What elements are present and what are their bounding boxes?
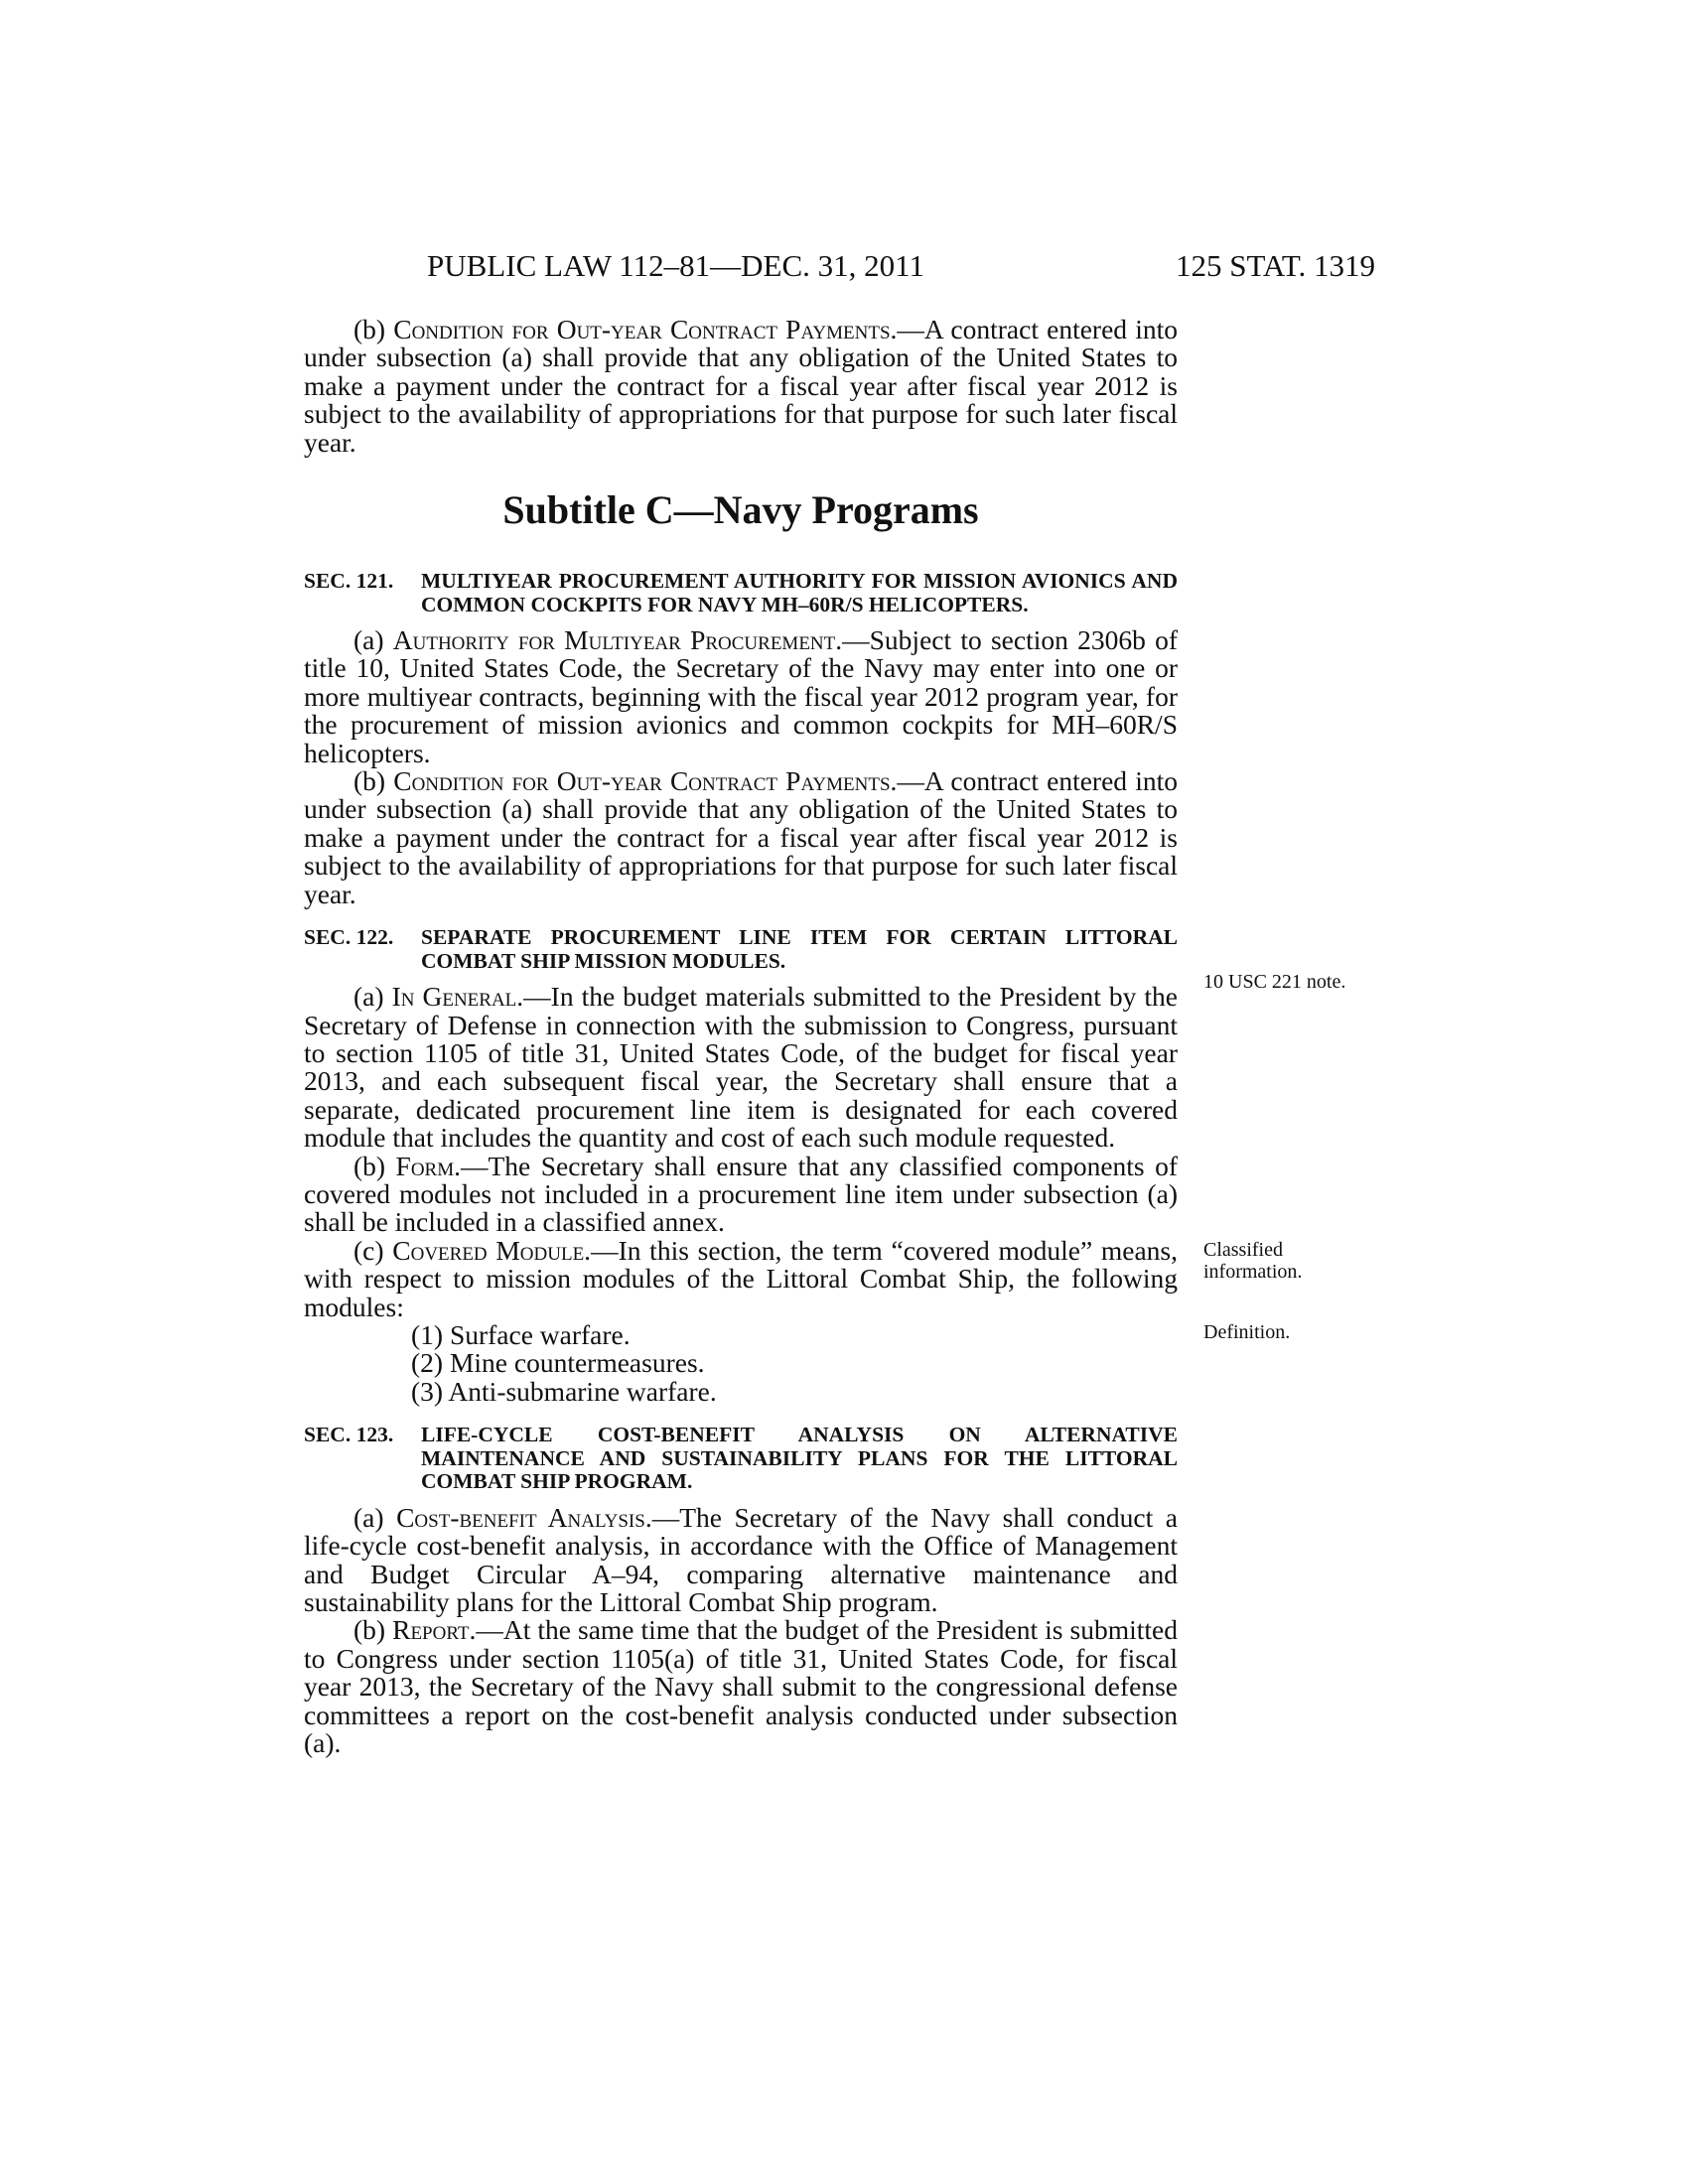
section-122-heading: SEC. 122. SEPARATE PROCUREMENT LINE ITEM FOR CERTAIN LITTORAL COMBAT SHIP MISSION MODULES. <box>304 925 1178 973</box>
list-item: (1) Surface warfare. <box>411 1318 631 1350</box>
section-122-c: (c) Covered Module.—In this section, the term “covered module” means, with respect to mission modules of the Littoral Combat Ship, the following modules: <box>304 1234 1179 1322</box>
section-121-a: (a) Authority for Multiyear Procurement.—Subject to section 2306b of title 10, United States Code, the Secretary of the Navy may enter into one or more multiyear contracts, beginning with the fiscal year 2012 program year, for the procurement of mission avionics and common cockpits for MH–60R/S helicopters. <box>304 624 1178 768</box>
page-header <box>427 248 1375 288</box>
section-123-a: (a) Cost-benefit Analysis.—The Secretary of the Navy shall conduct a life-cycle cost-benefit analysis, in accordance with the Office of Management and Budget Circular A–94, comparing alternative maintenance and sustainability plans for the Littoral Combat Ship program. <box>304 1501 1179 1617</box>
list-item: (2) Mine countermeasures. <box>411 1347 705 1379</box>
list-item: (3) Anti-submarine warfare. <box>411 1375 717 1407</box>
section-121-b: (b) Condition for Out-year Contract Payments.—A contract entered into under subsection (a) shall provide that any obligation of the United States to make a payment under the contract for a fiscal year after fiscal year 2012 is subject to the availability of appropriations for that purpose for such later fiscal year. <box>304 765 1178 909</box>
section-123-heading: SEC. 123. LIFE-CYCLE COST-BENEFIT ANALYSIS ON ALTERNATIVE MAINTENANCE AND SUSTAINABILITY PLANS FOR THE LITTORAL COMBAT SHIP PROGRAM. <box>304 1423 1178 1494</box>
subtitle-heading: Subtitle C—Navy Programs <box>502 487 979 533</box>
document-body <box>304 316 1178 1757</box>
intro-paragraph-b: (b) Condition for Out-year Contract Payments.—A contract entered into under subsection (a) shall provide that any obligation of the United States to make a payment under the contract for a fiscal year after fiscal year 2012 is subject to the availability of appropriations for that purpose for such later fiscal year. <box>304 314 1178 458</box>
section-123-b: (b) Report.—At the same time that the budget of the President is submitted to Congress under section 1105(a) of title 31, United States Code, for fiscal year 2013, the Secretary of the Navy shall submit to the congressional defense committees a report on the cost-benefit analysis conducted under subsection (a). <box>304 1614 1178 1758</box>
margin-note-classified: Classified information. <box>1203 1239 1303 1283</box>
public-law-citation: PUBLIC LAW 112–81—DEC. 31, 2011 <box>427 248 924 283</box>
section-122-b: (b) Form.—The Secretary shall ensure that any classified components of covered modules not included in a procurement line item under subsection (a) shall be included in a classified annex. <box>304 1150 1178 1238</box>
margin-note-definition: Definition. <box>1203 1321 1291 1343</box>
margin-note-usc: 10 USC 221 note. <box>1203 971 1346 993</box>
section-121-heading: SEC. 121. MULTIYEAR PROCUREMENT AUTHORITY FOR MISSION AVIONICS AND COMMON COCKPITS FOR NAVY MH–60R/S HELICOPTERS. <box>304 569 1178 616</box>
covered-modules-list <box>304 1318 1178 1407</box>
statute-page-number: 125 STAT. 1319 <box>1175 248 1375 283</box>
section-122-a: (a) In General.—In the budget materials submitted to the President by the Secretary of Defense in connection with the submission to Congress, pursuant to section 1105 of title 31, United States Code, of the budget for fiscal year 2013, and each subsequent fiscal year, the Secretary shall ensure that a separate, dedicated procurement line item is designated for each covered module that includes the quantity and cost of each such module requested. <box>304 981 1178 1154</box>
